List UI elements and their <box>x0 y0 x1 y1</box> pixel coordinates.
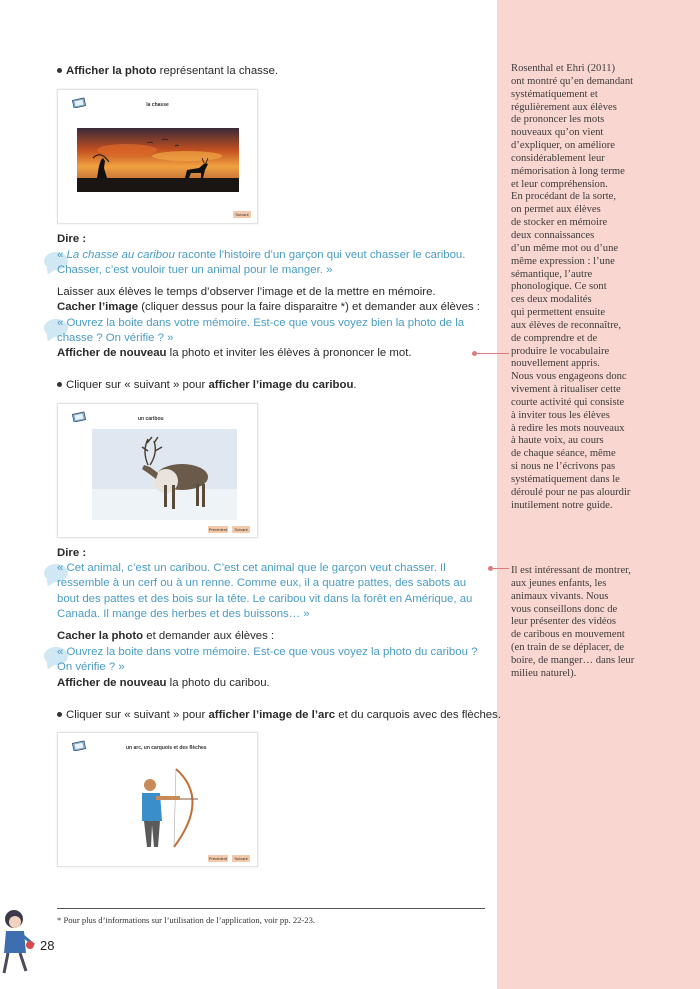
instruction-bold: Afficher la photo <box>66 65 157 77</box>
previous-button[interactable]: Précédent <box>208 856 228 861</box>
quote-rest: raconte l’histoire d’un garçon qui veut chasser le caribou. Chasser, c’est vouloir tuer un animal pour le manger. » <box>57 249 466 277</box>
screenshot-title: un caribou <box>138 416 164 422</box>
instruction-pre: Cliquer sur « suivant » pour <box>66 709 209 721</box>
quote-open: « <box>57 249 67 261</box>
hide-photo-bold: Cacher la photo <box>57 630 144 642</box>
bullet-icon <box>57 712 62 717</box>
book-title: La chasse au caribou <box>66 249 175 261</box>
speech-caribou-description: « Cet animal, c’est un caribou. C’est cet animal que le garçon veut chasser. Il ressemble à un cerf ou à un renne. Comme eux, il a quatre pattes, des sabots au bout des pattes et des bois sur la tête. Le caribou vit dans la forêt en Amérique, au Canada. Il mange des herbes et des buissons… » <box>57 562 473 620</box>
next-button[interactable]: Suivant <box>232 855 250 862</box>
app-screenshot-bow <box>57 732 258 867</box>
hide-image-rest: (cliquer dessus pour la faire disparaitre *) et demander aux élèves : <box>138 301 480 313</box>
paragraph-show-again-2 <box>57 676 487 691</box>
sidebar-note-memorisation: Rosenthal et Ehri (2011) ont montré qu’en demandant systématiquement et régulièrement aux élèves de prononcer les mots nouveaux qu’on vient d’expliquer, on améliore considérablement leur mémorisation à long terme et leur compréhension. En procédant de la sorte, on permet aux élèves de stocker en mémoire deux connaissances d’un même mot ou d’une même expression : l’une sémantique, l’autre phonologique. Ce sont ces deux modalités qui permettent ensuite aux élèves de reconnaître, de comprendre et de produire le vocabulaire nouvellement appris. Nous vous engageons donc vivement à ritualiser cette courte activité qui consiste à inviter tous les élèves à redire les mots nouveaux à haute voix, au cours de chaque séance, même si nous ne l’écrivons pas systématiquement dans le déroulé pour ne pas alourdir inutilement notre guide. <box>511 63 634 511</box>
dire-label-1: Dire : <box>57 233 87 245</box>
page-number: 28 <box>40 938 55 953</box>
hide-image-bold: Cacher l’image <box>57 301 139 313</box>
speech-hunt-story <box>57 248 487 279</box>
archer-photo <box>134 763 214 851</box>
caribou-photo <box>92 429 237 520</box>
instruction-pre: Cliquer sur « suivant » pour <box>66 379 209 391</box>
screenshot-title: la chasse <box>146 102 169 108</box>
instruction-show-bow <box>57 708 501 723</box>
show-again-bold: Afficher de nouveau <box>57 677 167 689</box>
previous-button[interactable]: Précédent <box>208 527 228 532</box>
bullet-icon <box>57 382 62 387</box>
show-again-rest: la photo et inviter les élèves à prononcer le mot. <box>166 347 412 359</box>
instruction-bold: afficher l’image du caribou <box>208 379 354 391</box>
instruction-bold: afficher l’image de l’arc <box>208 709 336 721</box>
hide-photo-rest: et demander aux élèves : <box>143 630 275 642</box>
footnote: * Pour plus d’informations sur l’utilisation de l’application, voir pp. 22-23. <box>57 915 316 925</box>
child-illustration-icon <box>0 905 40 989</box>
bullet-icon <box>57 68 62 73</box>
instruction-rest: représentant la chasse. <box>156 65 279 77</box>
instruction-show-caribou <box>57 378 357 393</box>
paragraph-hide-photo <box>57 629 487 644</box>
speech-open-memory-2: « Ouvrez la boite dans votre mémoire. Est-ce que vous voyez la photo du caribou ? On vérifie ? » <box>57 646 478 674</box>
show-again-rest: la photo du caribou. <box>166 677 270 689</box>
instruction-show-photo <box>57 64 278 79</box>
next-button[interactable]: Suivant <box>233 211 251 218</box>
paragraph-observe: Laisser aux élèves le temps d’observer l’image et de la mettre en mémoire. <box>57 286 436 298</box>
paragraph-show-again-1 <box>57 346 487 361</box>
speech-open-memory-1: « Ouvrez la boite dans votre mémoire. Est-ce que vous voyez bien la photo de la chasse ? On vérifie ? » <box>57 317 465 345</box>
instruction-post: . <box>353 379 357 391</box>
footnote-rule <box>57 908 485 909</box>
app-screenshot-hunt <box>57 89 258 224</box>
dire-label-2: Dire : <box>57 547 87 559</box>
app-logo-icon <box>72 740 88 751</box>
hunt-sunset-photo <box>77 128 239 192</box>
app-logo-icon <box>72 411 88 422</box>
instruction-post: et du carquois avec des flèches. <box>335 709 501 721</box>
screenshot-title: un arc, un carquois et des flèches <box>126 745 207 751</box>
paragraph-hide-image <box>57 300 497 315</box>
show-again-bold: Afficher de nouveau <box>57 347 167 359</box>
app-screenshot-caribou <box>57 403 258 538</box>
connector-line-2 <box>492 568 509 569</box>
sidebar-note-videos: Il est intéressant de montrer, aux jeunes enfants, les animaux vivants. Nous vous conseillons donc de leur présenter des vidéos de caribous en mouvement (en train de se déplacer, de boire, de manger… dans leur milieu naturel). <box>511 565 635 679</box>
next-button[interactable]: Suivant <box>232 526 250 533</box>
